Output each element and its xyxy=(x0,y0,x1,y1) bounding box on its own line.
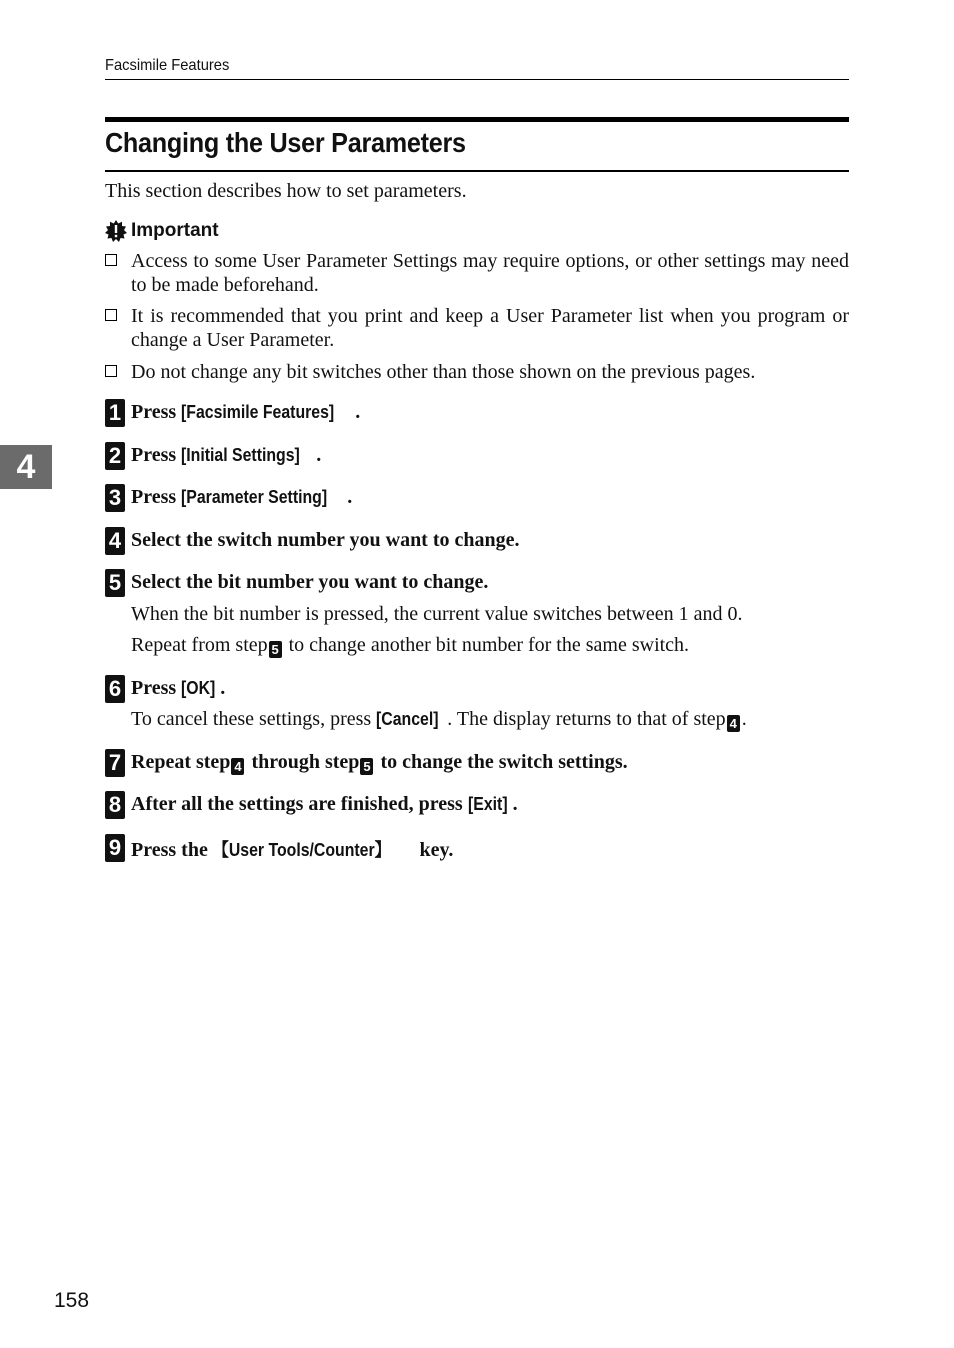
checkbox-icon xyxy=(105,309,117,321)
facsimile-features-key: [Facsimile Features] xyxy=(181,402,335,422)
step-6-detail: To cancel these settings, press [Cancel] . The display returns to that of step 4 . xyxy=(131,708,747,731)
initial-settings-key: [Initial Settings] xyxy=(181,445,300,465)
step-number-3-icon: 3 xyxy=(105,484,125,512)
step-5-detail-2: Repeat from step 5 to change another bit number for the same switch. xyxy=(131,634,690,657)
checkbox-icon xyxy=(105,254,117,266)
step-ref-4-icon: 4 xyxy=(727,715,740,732)
step-number-2-icon: 2 xyxy=(105,442,125,470)
step-number-7-icon: 7 xyxy=(105,749,125,777)
step-5: 5 Select the bit number you want to change. xyxy=(105,571,849,594)
important-note-1: Access to some User Parameter Settings may require options, or other settings may need to be made beforehand. xyxy=(105,249,849,297)
important-icon xyxy=(105,220,127,242)
title-rule-bottom xyxy=(105,170,849,172)
step-6: 6 Press [OK] . xyxy=(105,677,849,700)
important-heading xyxy=(105,220,219,242)
step-4: 4 Select the switch number you want to change. xyxy=(105,529,849,552)
step-ref-5-icon: 5 xyxy=(269,641,282,658)
cancel-key: [Cancel] xyxy=(376,709,439,729)
ok-key: [OK] xyxy=(181,678,216,698)
important-note-2: It is recommended that you print and keep a User Parameter list when you program or change a User Parameter. xyxy=(105,304,849,352)
step-number-5-icon: 5 xyxy=(105,569,125,597)
page-number: 158 xyxy=(54,1289,90,1312)
step-number-1-icon: 1 xyxy=(105,399,125,427)
step-5-detail-1: When the bit number is pressed, the current value switches between 1 and 0. xyxy=(131,603,743,625)
step-2: 2 Press [Initial Settings] . xyxy=(105,444,849,467)
step-number-8-icon: 8 xyxy=(105,791,125,819)
step-7: 7 Repeat step 4 through step 5 to change the switch settings. xyxy=(105,751,849,775)
step-number-4-icon: 4 xyxy=(105,527,125,555)
chapter-tab: 4 xyxy=(0,445,52,489)
step-number-6-icon: 6 xyxy=(105,675,125,703)
parameter-setting-key: [Parameter Setting] xyxy=(181,487,328,507)
exit-key: [Exit] xyxy=(467,794,508,814)
important-label: Important xyxy=(131,220,219,241)
user-tools-counter-key: 【User Tools/Counter】 xyxy=(212,840,391,860)
intro-text: This section describes how to set parameters. xyxy=(105,180,467,202)
page-title: Changing the User Parameters xyxy=(105,127,466,158)
checkbox-icon xyxy=(105,365,117,377)
running-header: Facsimile Features xyxy=(105,57,230,74)
step-1: 1 Press [Facsimile Features] . xyxy=(105,401,849,424)
step-8: 8 After all the settings are finished, press [Exit] . xyxy=(105,793,849,816)
step-number-9-icon: 9 xyxy=(105,834,125,862)
important-note-3: Do not change any bit switches other than those shown on the previous pages. xyxy=(105,360,849,384)
step-3: 3 Press [Parameter Setting] . xyxy=(105,486,849,509)
step-ref-4-icon: 4 xyxy=(231,758,244,775)
step-9: 9 Press the 【User Tools/Counter】 key. xyxy=(105,836,849,862)
step-ref-5-icon: 5 xyxy=(360,758,373,775)
header-rule xyxy=(105,79,849,80)
title-rule-top xyxy=(105,117,849,122)
